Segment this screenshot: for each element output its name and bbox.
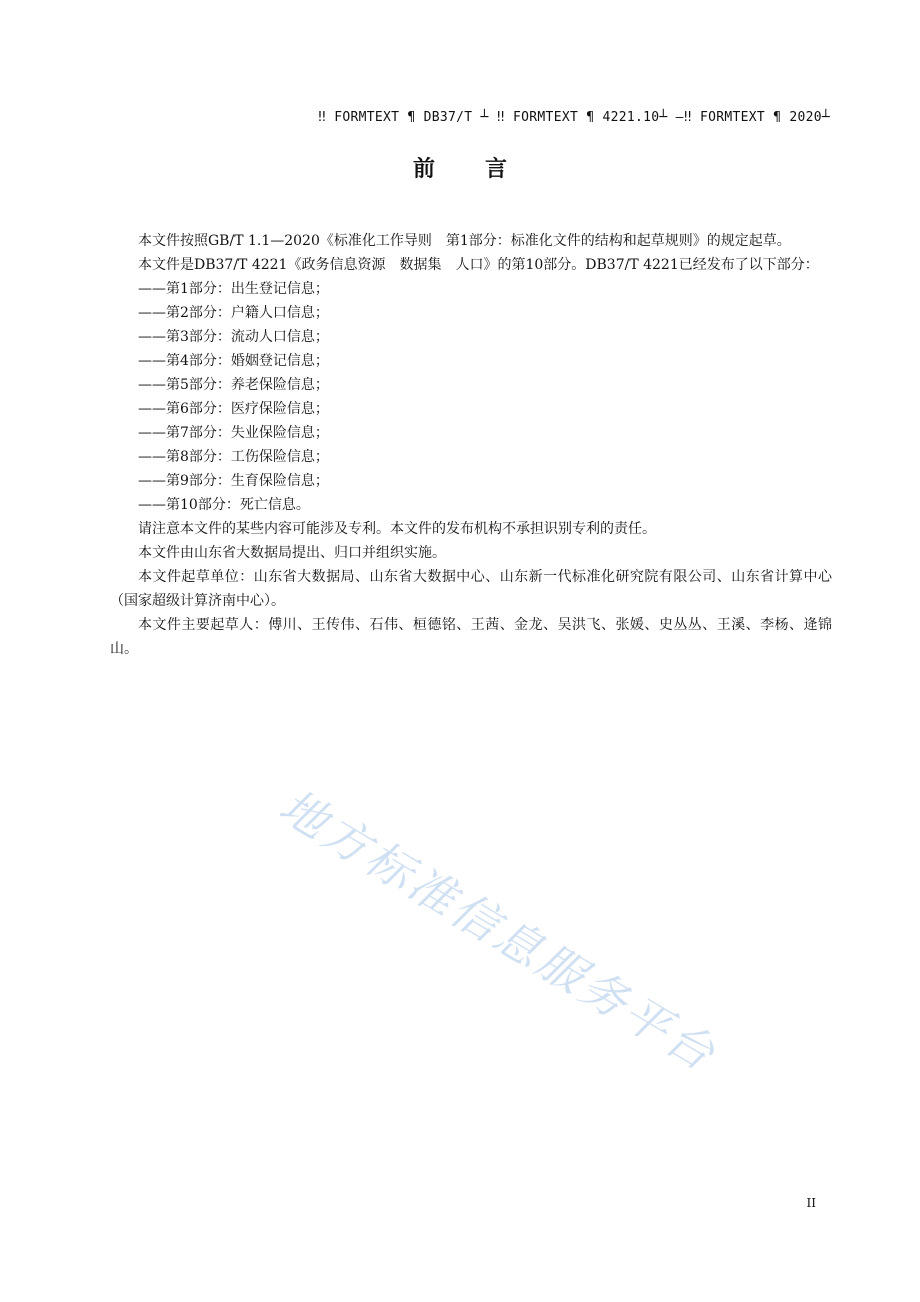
list-item: ——第3部分：流动人口信息；	[138, 329, 329, 345]
list-item: ——第8部分：工伤保险信息；	[138, 449, 329, 465]
list-item: ——第5部分：养老保险信息；	[138, 377, 329, 393]
list-item: ——第9部分：生育保险信息；	[138, 473, 329, 489]
intro-paragraph-2: 本文件是DB37/T 4221《政务信息资源 数据集 人口》的第10部分。DB37/T 4221已经发布了以下部分：	[138, 257, 819, 273]
list-item: ——第1部分：出生登记信息；	[138, 281, 329, 297]
drafting-units: 本文件起草单位：山东省大数据局、山东省大数据中心、山东新一代标准化研究院有限公司、山东省计算中心（国家超级计算济南中心）。	[110, 569, 832, 609]
standard-code-header: ‼ FORMTEXT ¶ DB37/T ┴ ‼ FORMTEXT ¶ 4221.10┴ —‼ FORMTEXT ¶ 2020┴	[318, 110, 830, 125]
watermark: 地方标准信息服务平台	[270, 778, 727, 1083]
list-item: ——第4部分：婚姻登记信息；	[138, 353, 329, 369]
proposer-statement: 本文件由山东省大数据局提出、归口并组织实施。	[138, 545, 446, 561]
list-item: ——第7部分：失业保险信息；	[138, 425, 329, 441]
page-title: 前言	[412, 157, 557, 182]
page-number: II	[806, 1196, 816, 1210]
intro-paragraph-1: 本文件按照GB/T 1.1—2020《标准化工作导则 第1部分：标准化文件的结构和起草规则》的规定起草。	[138, 233, 791, 249]
list-item: ——第2部分：户籍人口信息；	[138, 305, 329, 321]
list-item: ——第6部分：医疗保险信息；	[138, 401, 329, 417]
patent-notice: 请注意本文件的某些内容可能涉及专利。本文件的发布机构不承担识别专利的责任。	[138, 521, 656, 537]
foreword-body	[110, 229, 832, 661]
list-item: ——第10部分：死亡信息。	[138, 497, 310, 513]
drafters-list: 本文件主要起草人：傅川、王传伟、石伟、桓德铭、王茜、金龙、吴洪飞、张媛、史丛丛、王溪、李杨、逄锦山。	[110, 617, 832, 657]
